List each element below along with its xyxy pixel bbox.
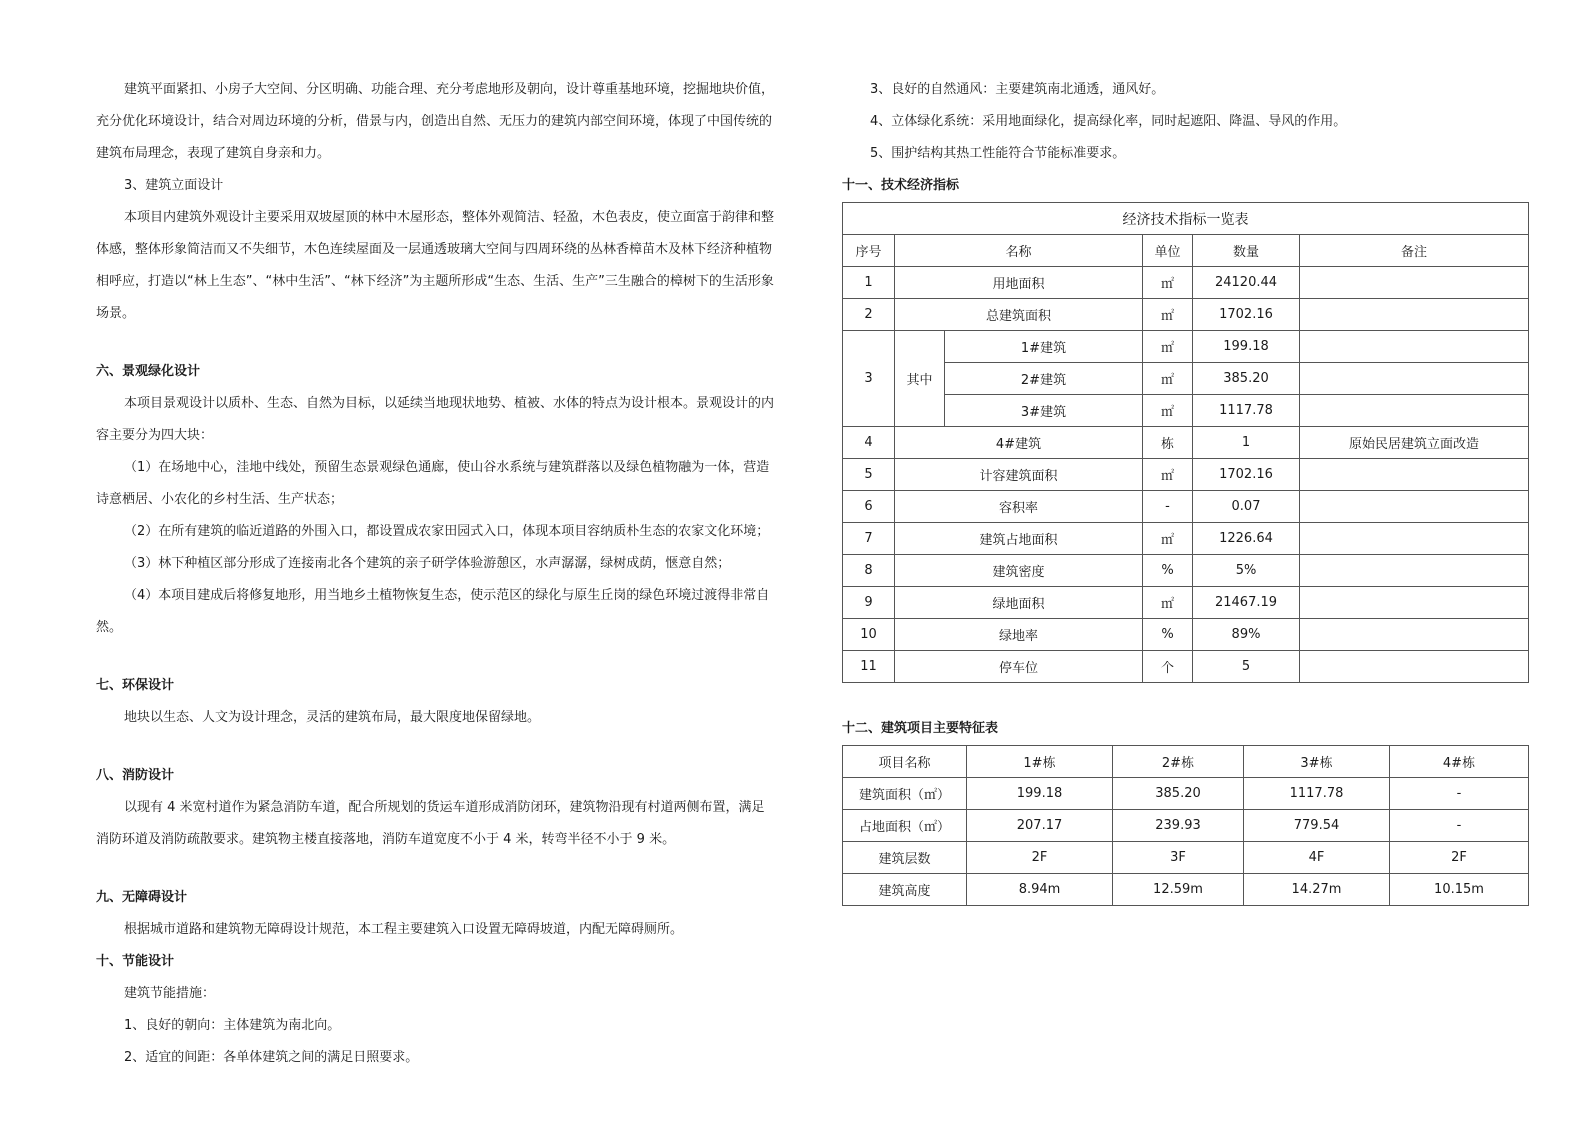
table-row: [843, 363, 1529, 395]
cell-no: 9: [843, 587, 895, 619]
cell-qty: 1702.16: [1193, 299, 1300, 331]
table-cell: 385.20: [1113, 778, 1244, 810]
section-6-item-2: （2）在所有建筑的临近道路的外围入口，都设置成农家田园式入口，体现本项目容纳质朴生态的农家文化环境；: [124, 524, 770, 539]
cell-qty: 199.18: [1193, 331, 1300, 363]
section-8-text: 以现有 4 米宽村道作为紧急消防车道，配合所规划的货运车道形成消防闭环，建筑物沿现有村道两侧布置，满足消防环道及消防疏散要求。建筑物主楼直接落地，消防车道宽度不小于 4 米，转弯半径不小于 9 米。: [96, 800, 765, 847]
table-header-row: [843, 235, 1529, 267]
cell-note: [1300, 523, 1529, 555]
cell-name: 容积率: [895, 491, 1143, 523]
cell-unit: ㎡: [1143, 587, 1193, 619]
cell-qty: 5: [1193, 651, 1300, 683]
cell-note: [1300, 651, 1529, 683]
cell-qty: 1226.64: [1193, 523, 1300, 555]
table-caption: 经济技术指标一览表: [843, 203, 1529, 235]
cell-unit: %: [1143, 555, 1193, 587]
cell-unit: -: [1143, 491, 1193, 523]
cell-qty: 5%: [1193, 555, 1300, 587]
cell-note: [1300, 331, 1529, 363]
paragraph-facade: 本项目内建筑外观设计主要采用双坡屋顶的林中木屋形态，整体外观简洁、轻盈，木色表皮，使立面富于韵律和整体感，整体形象简洁而又不失细节，木色连续屋面及一层通透玻璃大空间与四周环绕的丛林香樟苗木及林下经济种植物相呼应，打造以“林上生态”、“林中生活”、“林下经济”为主题所形成“生态、生活、生产”三生融合的樟树下的生活形象场景。: [96, 210, 775, 321]
cell-name: 4#建筑: [895, 427, 1143, 459]
table-row: [843, 587, 1529, 619]
cell-no: 3: [843, 331, 895, 427]
table-cell: -: [1390, 810, 1529, 842]
table-row: [843, 267, 1529, 299]
cell-note: [1300, 395, 1529, 427]
cell-unit: ㎡: [1143, 523, 1193, 555]
header-cell: 项目名称: [843, 746, 967, 778]
section-10-item-2: 2、适宜的间距：各单体建筑之间的满足日照要求。: [124, 1050, 419, 1065]
section-6-item-3: （3）林下种植区部分形成了连接南北各个建筑的亲子研学体验游憩区，水声潺潺，绿树成荫，惬意自然；: [124, 556, 731, 571]
table-cell: 12.59m: [1113, 874, 1244, 906]
cell-name: 停车位: [895, 651, 1143, 683]
table-row: [843, 395, 1529, 427]
cell-sub-label: 其中: [895, 331, 945, 427]
section-8-title: 八、消防设计: [96, 768, 175, 783]
table-row: [843, 810, 1529, 842]
cell-qty: 21467.19: [1193, 587, 1300, 619]
table-cell: -: [1390, 778, 1529, 810]
section-9-text: 根据城市道路和建筑物无障碍设计规范，本工程主要建筑入口设置无障碍坡道，内配无障碍厕所。: [124, 922, 684, 937]
table-row: [843, 842, 1529, 874]
table-cell: 14.27m: [1244, 874, 1390, 906]
row-label: 占地面积（㎡）: [843, 810, 967, 842]
cell-qty: 24120.44: [1193, 267, 1300, 299]
section-10-intro: 建筑节能措施：: [124, 986, 216, 1001]
section-9-title: 九、无障碍设计: [96, 890, 188, 905]
cell-qty: 385.20: [1193, 363, 1300, 395]
building-features-table: [842, 745, 1529, 906]
cell-name: 3#建筑: [945, 395, 1143, 427]
table-cell: 8.94m: [967, 874, 1113, 906]
cell-name: 2#建筑: [945, 363, 1143, 395]
cell-no: 4: [843, 427, 895, 459]
cell-unit: ㎡: [1143, 267, 1193, 299]
section-6-item-4: （4）本项目建成后将修复地形，用当地乡土植物恢复生态，使示范区的绿化与原生丘岗的绿色环境过渡得非常自然。: [96, 588, 770, 635]
table-row: [843, 555, 1529, 587]
table-row: [843, 491, 1529, 523]
cell-unit: %: [1143, 619, 1193, 651]
right-column: [842, 74, 1530, 906]
cell-note: [1300, 459, 1529, 491]
header-cell: 3#栋: [1244, 746, 1390, 778]
table-row: [843, 523, 1529, 555]
cell-no: 5: [843, 459, 895, 491]
row-label: 建筑面积（㎡）: [843, 778, 967, 810]
cell-qty: 1117.78: [1193, 395, 1300, 427]
header-cell: 2#栋: [1113, 746, 1244, 778]
cell-name: 绿地面积: [895, 587, 1143, 619]
table-row: [843, 619, 1529, 651]
header-cell: 1#栋: [967, 746, 1113, 778]
cell-note: [1300, 587, 1529, 619]
item-facade-design: 3、建筑立面设计: [124, 178, 224, 193]
table-cell: 4F: [1244, 842, 1390, 874]
table-header-row: [843, 746, 1529, 778]
cell-qty: 1702.16: [1193, 459, 1300, 491]
row-label: 建筑层数: [843, 842, 967, 874]
cell-note: [1300, 363, 1529, 395]
section-11-title: 十一、技术经济指标: [842, 178, 960, 193]
row-label: 建筑高度: [843, 874, 967, 906]
header-cell: 名称: [895, 235, 1143, 267]
table-row: [843, 651, 1529, 683]
cell-note: [1300, 619, 1529, 651]
table-row: [843, 778, 1529, 810]
cell-unit: ㎡: [1143, 395, 1193, 427]
cell-note: 原始民居建筑立面改造: [1300, 427, 1529, 459]
header-cell: 备注: [1300, 235, 1529, 267]
cell-note: [1300, 491, 1529, 523]
table-row: [843, 427, 1529, 459]
cell-name: 1#建筑: [945, 331, 1143, 363]
table-cell: 2F: [1390, 842, 1529, 874]
table-cell: 1117.78: [1244, 778, 1390, 810]
table-cell: 779.54: [1244, 810, 1390, 842]
table-cell: 10.15m: [1390, 874, 1529, 906]
energy-item-5: 5、围护结构其热工性能符合节能标准要求。: [870, 146, 1126, 161]
section-10-title: 十、节能设计: [96, 954, 175, 969]
table-row: [843, 874, 1529, 906]
cell-no: 2: [843, 299, 895, 331]
cell-name: 总建筑面积: [895, 299, 1143, 331]
cell-no: 1: [843, 267, 895, 299]
cell-note: [1300, 267, 1529, 299]
economic-indicators-table: [842, 202, 1529, 683]
table-cell: 239.93: [1113, 810, 1244, 842]
cell-unit: ㎡: [1143, 363, 1193, 395]
section-6-item-1: （1）在场地中心，洼地中线处，预留生态景观绿色通廊，使山谷水系统与建筑群落以及绿色植物融为一体，营造诗意栖居、小农化的乡村生活、生产状态；: [96, 460, 770, 507]
section-6-title: 六、景观绿化设计: [96, 364, 201, 379]
cell-unit: ㎡: [1143, 459, 1193, 491]
cell-no: 10: [843, 619, 895, 651]
cell-qty: 1: [1193, 427, 1300, 459]
energy-item-4: 4、立体绿化系统：采用地面绿化，提高绿化率，同时起遮阳、降温、导风的作用。: [870, 114, 1347, 129]
cell-name: 绿地率: [895, 619, 1143, 651]
cell-unit: ㎡: [1143, 299, 1193, 331]
cell-no: 11: [843, 651, 895, 683]
header-cell: 单位: [1143, 235, 1193, 267]
cell-name: 计容建筑面积: [895, 459, 1143, 491]
cell-qty: 89%: [1193, 619, 1300, 651]
section-12-title: 十二、建筑项目主要特征表: [842, 721, 999, 736]
energy-item-3: 3、良好的自然通风：主要建筑南北通透，通风好。: [870, 82, 1165, 97]
table-row: [843, 299, 1529, 331]
cell-unit: ㎡: [1143, 331, 1193, 363]
cell-unit: 栋: [1143, 427, 1193, 459]
cell-note: [1300, 299, 1529, 331]
cell-qty: 0.07: [1193, 491, 1300, 523]
cell-no: 6: [843, 491, 895, 523]
header-cell: 数量: [1193, 235, 1300, 267]
header-cell: 4#栋: [1390, 746, 1529, 778]
table-cell: 2F: [967, 842, 1113, 874]
table-cell: 199.18: [967, 778, 1113, 810]
table-row: [843, 331, 1529, 363]
section-7-text: 地块以生态、人文为设计理念，灵活的建筑布局，最大限度地保留绿地。: [124, 710, 541, 725]
cell-name: 建筑密度: [895, 555, 1143, 587]
table-cell: 3F: [1113, 842, 1244, 874]
cell-name: 建筑占地面积: [895, 523, 1143, 555]
cell-note: [1300, 555, 1529, 587]
header-cell: 序号: [843, 235, 895, 267]
table-row: [843, 459, 1529, 491]
left-column: [96, 74, 776, 1074]
cell-unit: 个: [1143, 651, 1193, 683]
table-cell: 207.17: [967, 810, 1113, 842]
section-10-item-1: 1、良好的朝向：主体建筑为南北向。: [124, 1018, 341, 1033]
cell-no: 7: [843, 523, 895, 555]
section-7-title: 七、环保设计: [96, 678, 175, 693]
cell-name: 用地面积: [895, 267, 1143, 299]
paragraph-layout: 建筑平面紧扣、小房子大空间、分区明确、功能合理、充分考虑地形及朝向，设计尊重基地环境，挖掘地块价值，充分优化环境设计，结合对周边环境的分析，借景与内，创造出自然、无压力的建筑内部空间环境，体现了中国传统的建筑布局理念，表现了建筑自身亲和力。: [96, 82, 775, 161]
section-6-intro: 本项目景观设计以质朴、生态、自然为目标，以延续当地现状地势、植被、水体的特点为设计根本。景观设计的内容主要分为四大块：: [96, 396, 775, 443]
cell-no: 8: [843, 555, 895, 587]
